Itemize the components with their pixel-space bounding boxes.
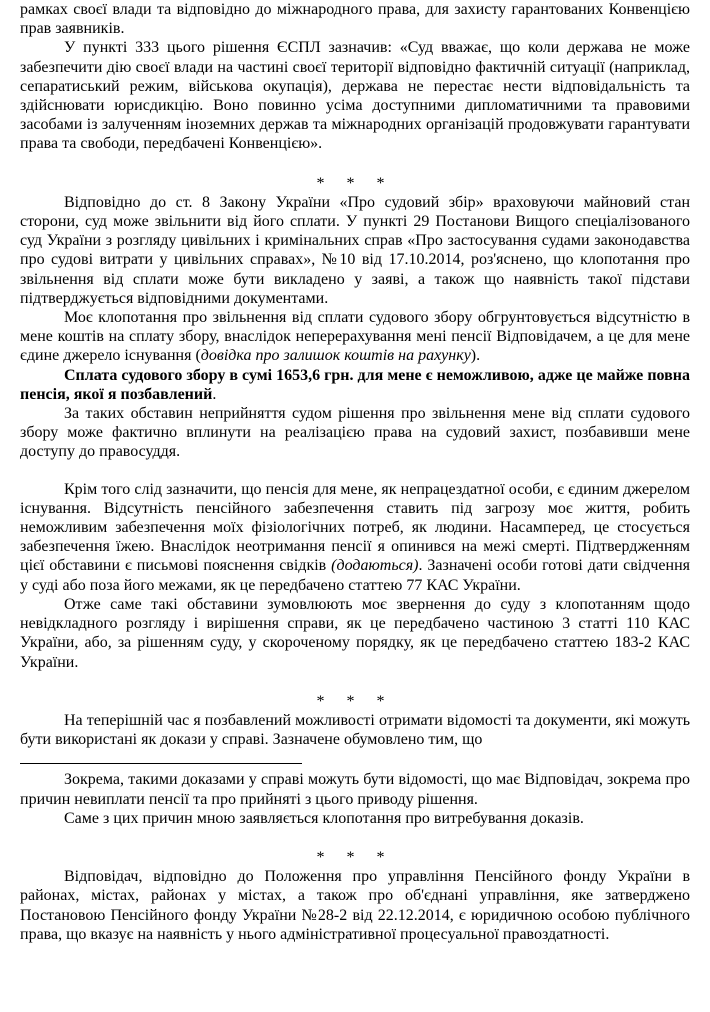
paragraph-defendant-status: Відповідач, відповідно до Положення про управління Пенсійного фонду України в районах, містах, районах у містах, а також про об'єднані управління, яке затверджено Постановою Пенсійного фонду України №28-2 від 22.12.2014, є юридичною особою публічного права, що вказує на наявність у нього адміністративної процесуальної правоздатності.	[20, 868, 690, 943]
italic-attached-note: (додаються)	[331, 557, 419, 575]
paragraph-text: Моє клопотання про звільнення від сплати судового збору обгрунтовується відсутністю в мене коштів на сплату збору, внаслідок неперерахування мені пенсії Відповідачем, а це для мене єдине джерело існування (	[20, 309, 690, 365]
paragraph-text-end: ).	[470, 347, 481, 365]
paragraph-continuation: рамках своєї влади та відповідно до міжнародного права, для захисту гарантованих Конвенцією прав заявників.	[20, 1, 690, 38]
italic-attachment-note: довідка про залишок коштів на рахунку	[200, 347, 471, 365]
section-separator-3: * * *	[316, 848, 394, 866]
paragraph-evidence-request: Саме з цих причин мною заявляється клопотання про витребування доказів.	[64, 809, 584, 827]
paragraph-urgent-review: Отже саме такі обставини зумовлюють моє звернення до суду з клопотанням щодо невідкладного розгляду і вирішення справи, як це передбачено частиною 3 статті 110 КАС України, або, за рішенням суду, у скороченому порядку, як це передбачено статтею 183-2 КАС України.	[20, 595, 690, 671]
paragraph-court-fee-law: Відповідно до ст. 8 Закону України «Про судовий збір» враховуючи майновий стан сторони, суд може звільнити від його сплати. У пункті 29 Постанови Вищого спеціалізованого суд України з розгляду цивільних і кримінальних справ «Про застосування судами законодавства про судові витрати у цивільних справах», №10 від 17.10.2014, роз'яснено, що клопотання про звільнення від сплати може бути викладено у заяві, а також що наявність такої підстави підтверджується відповідними документами.	[20, 193, 690, 307]
paragraph-access-to-justice: За таких обставин неприйняття судом рішення про звільнення мене від сплати судового збору може фактично вплинути на реалізацією права на судовий захист, позбавивши мене доступу до правосуддя.	[20, 405, 690, 461]
paragraph-sole-income	[20, 480, 690, 595]
paragraph-echr-333: У пункті 333 цього рішення ЄСПЛ зазначив: «Суд вважає, що коли держава не може забезпечити дію своєї влади на частині своєї території відповідно фактичній ситуації (наприклад, сепаратиський режим, військова окупація), держава не перестає нести відповідальність та здійснювати юрисдикцію. Воно повинно усіма доступними дипломатичними та правовими засобами із залученням іноземних держав та міжнародних організацій продовжувати гарантувати права та свободи, передбачені Конвенцією».	[20, 39, 690, 153]
paragraph-fee-amount	[20, 366, 690, 404]
paragraph-text: Крім того слід зазначити, що пенсія для мене, як непрацездатної особи, є єдиним джерелом існування. Відсутність пенсійного забезпечення ставить під загрозу моє життя, робить неможливим забезпечення моїх фізіологічних потреб, як людини. Насамперед, це стосується забезпечення їжею. Внаслідок неотримання пенсії я опинився на межі смерті. Підтвердженням цієї обставини є письмові пояснення свідків	[20, 480, 690, 575]
footnote-rule	[20, 763, 302, 764]
paragraph-text-end: . Зазначені особи готові дати свідчення у суді або поза його межами, як це передбачено статтею 77 КАС України.	[20, 557, 691, 594]
bold-fee-statement: Сплата судового збору в сумі 1653,6 грн. для мене є неможливою, адже це майже повна пенсія, якої я позбавлений	[20, 366, 690, 403]
paragraph-text-end: .	[212, 385, 217, 403]
paragraph-fee-exemption-request	[20, 308, 690, 366]
paragraph-no-evidence-access: На теперішній час я позбавлений можливості отримати відомості та документи, які можуть бути використані як докази у справі. Зазначене обумовлено тим, що	[20, 711, 690, 749]
paragraph-evidence-description: Зокрема, такими доказами у справі можуть бути відомості, що має Відповідач, зокрема про причин невиплати пенсії та про прийняті з цього приводу рішення.	[20, 771, 690, 808]
section-separator-1: * * *	[316, 174, 394, 192]
section-separator-2: * * *	[316, 692, 394, 710]
